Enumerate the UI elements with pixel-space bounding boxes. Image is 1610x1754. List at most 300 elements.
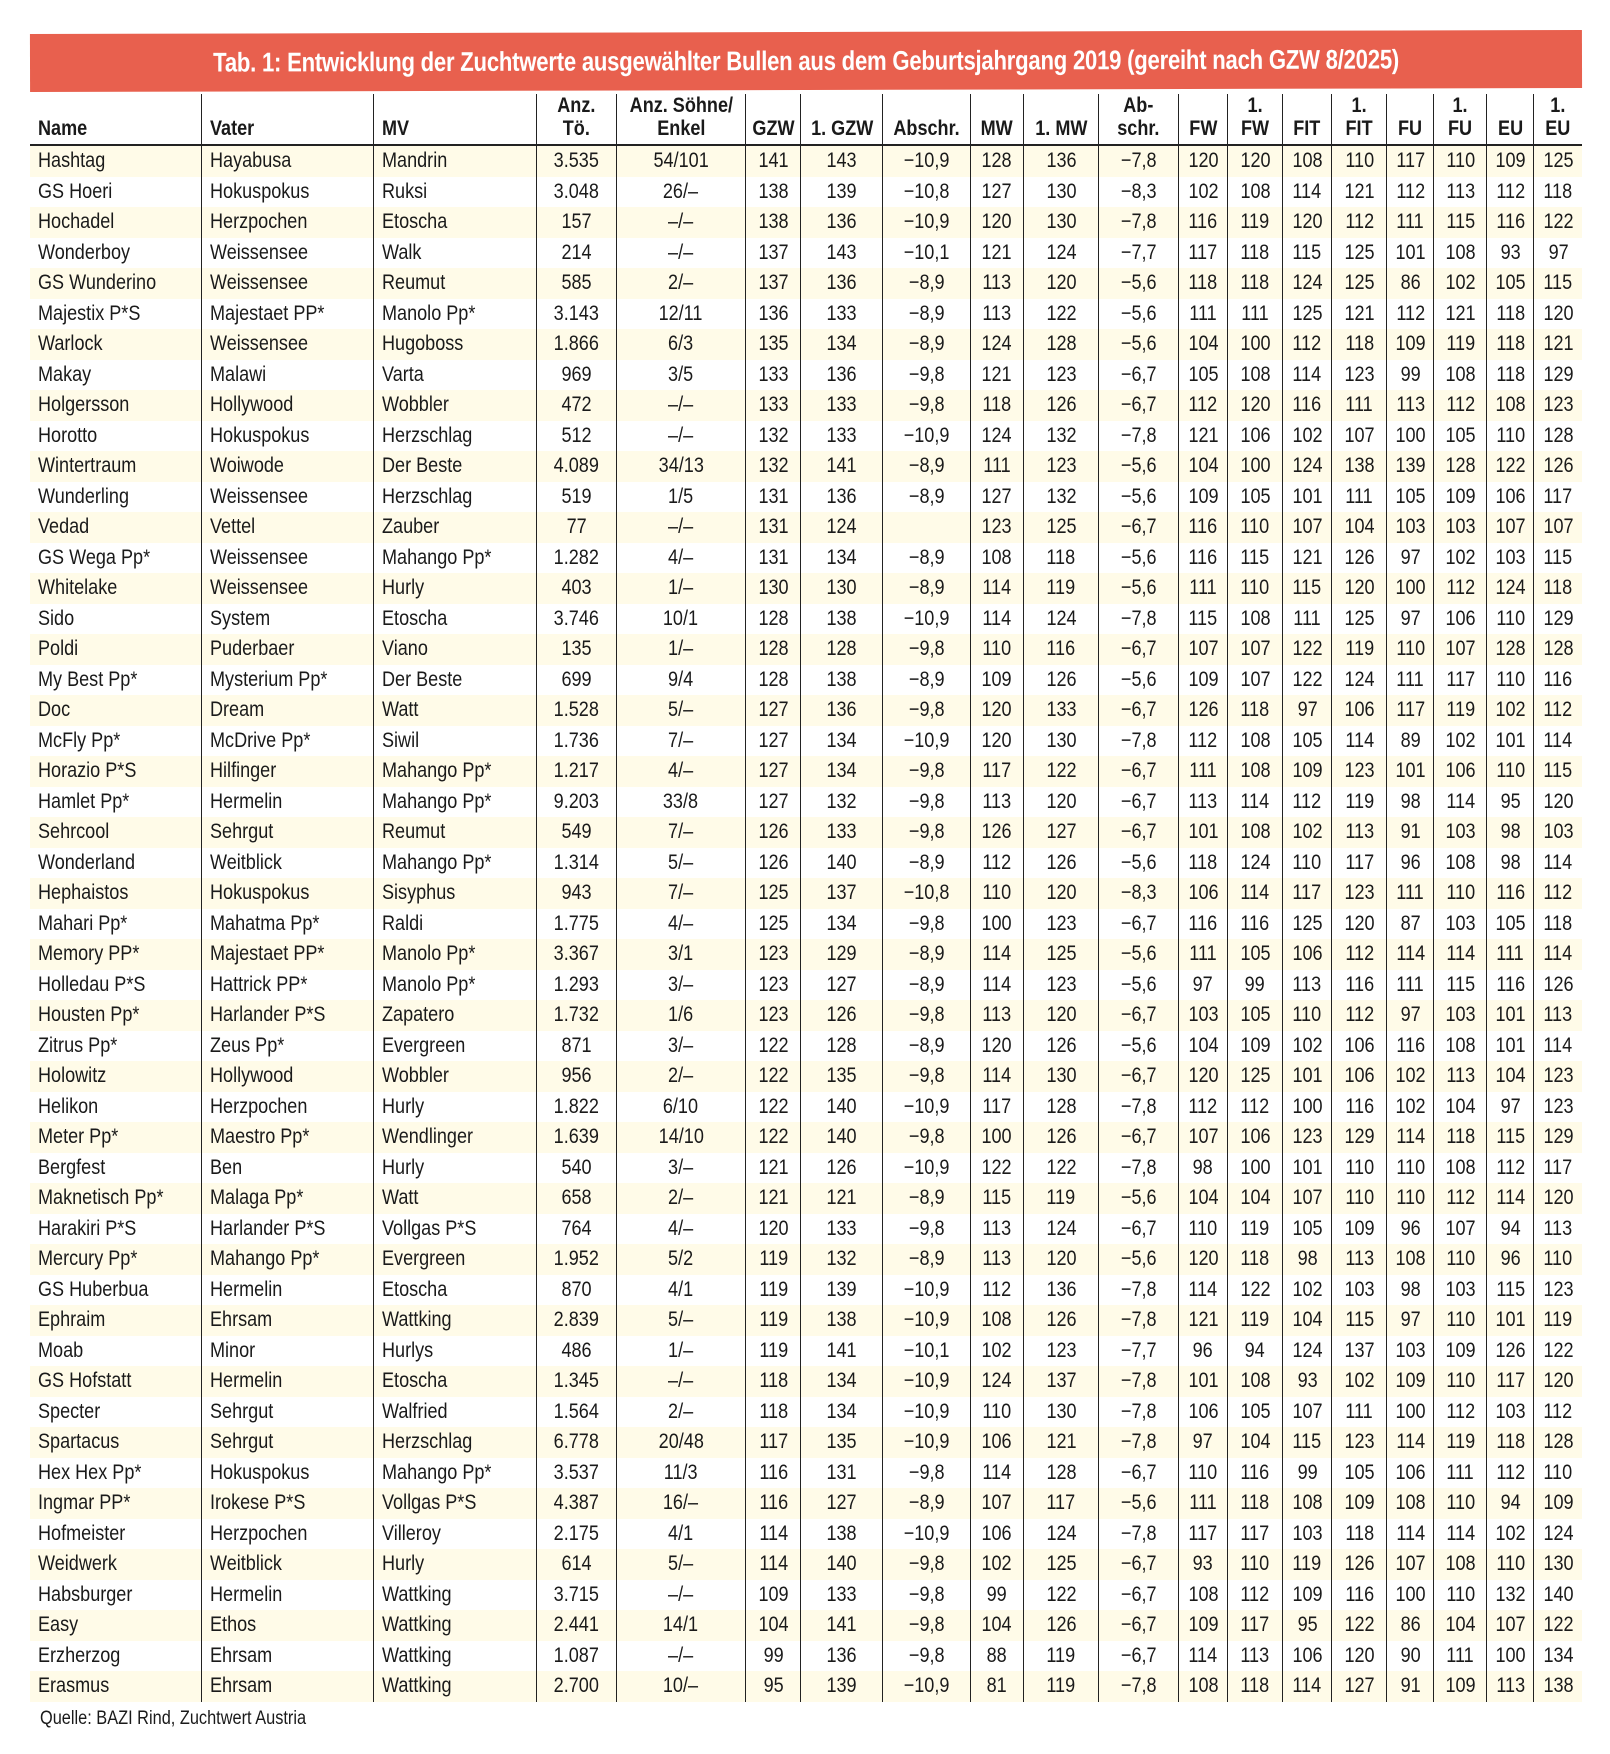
cell-value: 111 — [1446, 1460, 1475, 1484]
cell-value: 125 — [1046, 942, 1077, 966]
cell-fw1 — [1228, 145, 1283, 177]
column-header-label: MV — [381, 117, 409, 140]
cell-eu — [1487, 390, 1534, 421]
cell-soehne_enkel — [616, 909, 746, 940]
cell-value: 95 — [763, 1674, 784, 1698]
cell-fw1 — [1228, 299, 1283, 330]
cell-eu1 — [1534, 543, 1582, 574]
cell-gzw1 — [801, 390, 883, 421]
cell-value: Herzschlag — [381, 484, 472, 508]
cell-mw1 — [1023, 268, 1099, 299]
cell-value: Hofmeister — [38, 1521, 126, 1545]
cell-value: 96 — [1400, 850, 1421, 874]
cell-gzw1 — [801, 970, 883, 1001]
cell-vater — [202, 512, 374, 543]
column-header-label: 1. MW — [1035, 117, 1088, 140]
cell-abschr — [883, 604, 971, 635]
cell-abschr — [883, 1671, 971, 1702]
cell-anz_toe — [536, 451, 616, 482]
cell-mw — [970, 1580, 1023, 1611]
cell-abschr2 — [1099, 573, 1179, 604]
cell-value: −5,6 — [1120, 332, 1157, 356]
cell-fu1 — [1434, 1092, 1487, 1123]
cell-value: 86 — [1400, 1613, 1421, 1637]
cell-gzw1 — [801, 939, 883, 970]
cell-value: 130 — [758, 576, 789, 600]
cell-mw1 — [1023, 695, 1099, 726]
cell-value: 97 — [1400, 1308, 1421, 1332]
cell-abschr — [883, 1122, 971, 1153]
cell-mw — [970, 390, 1023, 421]
cell-fu — [1387, 1641, 1434, 1672]
cell-value: 143 — [826, 149, 857, 173]
cell-value: 127 — [1046, 820, 1077, 844]
cell-fit — [1283, 909, 1332, 940]
cell-fu1 — [1434, 329, 1487, 360]
cell-fw — [1179, 665, 1228, 696]
cell-value: Holledau P*S — [38, 972, 146, 996]
cell-value: Erasmus — [38, 1674, 110, 1698]
cell-mv — [373, 726, 536, 757]
cell-value: 123 — [758, 942, 789, 966]
cell-gzw — [746, 1641, 801, 1672]
cell-fw — [1179, 604, 1228, 635]
cell-abschr — [883, 1641, 971, 1672]
cell-name — [30, 665, 202, 696]
cell-fu — [1387, 1397, 1434, 1428]
cell-value: 2.700 — [553, 1674, 599, 1698]
cell-mw — [970, 787, 1023, 818]
cell-value: 122 — [1046, 301, 1077, 325]
cell-value: 122 — [1543, 1613, 1574, 1637]
cell-value: Weitblick — [210, 850, 282, 874]
cell-gzw — [746, 451, 801, 482]
cell-value: 138 — [1344, 454, 1375, 478]
cell-fw1 — [1228, 1061, 1283, 1092]
cell-fu — [1387, 726, 1434, 757]
cell-soehne_enkel — [616, 482, 746, 513]
cell-value: 118 — [1188, 271, 1218, 295]
cell-value: −9,8 — [908, 1643, 945, 1667]
cell-value: −9,8 — [908, 1460, 945, 1484]
cell-soehne_enkel — [616, 970, 746, 1001]
cell-gzw — [746, 268, 801, 299]
cell-name — [30, 207, 202, 238]
cell-value: −8,9 — [908, 667, 945, 691]
cell-abschr2 — [1099, 1458, 1179, 1489]
cell-gzw1 — [801, 573, 883, 604]
cell-fw1 — [1228, 939, 1283, 970]
cell-gzw1 — [801, 1458, 883, 1489]
cell-value: 106 — [1292, 942, 1323, 966]
cell-value: 123 — [1543, 1094, 1574, 1118]
cell-soehne_enkel — [616, 573, 746, 604]
cell-value: Majestix P*S — [38, 301, 141, 325]
cell-fit1 — [1332, 360, 1387, 391]
cell-value: 118 — [1188, 850, 1218, 874]
cell-value: 112 — [1292, 789, 1322, 813]
cell-value: 102 — [1292, 1277, 1323, 1301]
cell-value: −10,9 — [903, 1308, 950, 1332]
cell-value: 91 — [1400, 820, 1421, 844]
cell-value: 107 — [1344, 423, 1375, 447]
cell-value: 118 — [1240, 698, 1270, 722]
cell-fw — [1179, 207, 1228, 238]
cell-abschr2 — [1099, 421, 1179, 452]
cell-abschr — [883, 695, 971, 726]
cell-value: −9,8 — [908, 820, 945, 844]
cell-value: 118 — [1543, 179, 1573, 203]
cell-value: 129 — [1543, 362, 1574, 386]
cell-value: 125 — [758, 911, 789, 935]
cell-value: −5,6 — [1120, 1033, 1157, 1057]
cell-gzw — [746, 1122, 801, 1153]
cell-abschr2 — [1099, 1427, 1179, 1458]
cell-value: 131 — [826, 1460, 857, 1484]
cell-fu — [1387, 1061, 1434, 1092]
cell-value: 111 — [1396, 972, 1425, 996]
cell-value: 100 — [1395, 1399, 1426, 1423]
cell-mw — [970, 1000, 1023, 1031]
cell-mv — [373, 878, 536, 909]
cell-abschr — [883, 1031, 971, 1062]
cell-value: 113 — [982, 1003, 1012, 1027]
cell-value: –/– — [668, 423, 694, 447]
cell-value: 111 — [1189, 942, 1217, 966]
cell-value: 132 — [1046, 484, 1077, 508]
cell-fu — [1387, 1305, 1434, 1336]
cell-gzw1 — [801, 1000, 883, 1031]
cell-name — [30, 939, 202, 970]
cell-value: Ruksi — [381, 179, 427, 203]
cell-gzw — [746, 1519, 801, 1550]
cell-fw1 — [1228, 665, 1283, 696]
cell-fu — [1387, 1244, 1434, 1275]
cell-value: 86 — [1400, 271, 1421, 295]
cell-value: 95 — [1297, 1613, 1318, 1637]
cell-fit1 — [1332, 451, 1387, 482]
cell-fu — [1387, 482, 1434, 513]
cell-vater — [202, 1244, 374, 1275]
cell-value: 102 — [981, 1338, 1012, 1362]
cell-value: Moab — [38, 1338, 84, 1362]
cell-anz_toe — [536, 1183, 616, 1214]
cell-fit — [1283, 1610, 1332, 1641]
cell-value: Herzpochen — [210, 1521, 308, 1545]
cell-vater — [202, 1549, 374, 1580]
cell-value: 112 — [1495, 179, 1525, 203]
cell-fw — [1179, 1214, 1228, 1245]
cell-fit1 — [1332, 268, 1387, 299]
cell-value: 110 — [1445, 1369, 1475, 1393]
cell-value: 112 — [1445, 1186, 1475, 1210]
cell-value: 134 — [826, 1369, 857, 1393]
cell-value: −6,7 — [1120, 1613, 1157, 1637]
cell-gzw1 — [801, 1549, 883, 1580]
cell-value: −9,8 — [908, 1216, 945, 1240]
cell-eu — [1487, 909, 1534, 940]
cell-gzw — [746, 299, 801, 330]
cell-fit1 — [1332, 1092, 1387, 1123]
cell-value: 120 — [1543, 789, 1574, 813]
cell-value: 135 — [826, 1430, 857, 1454]
cell-fu — [1387, 573, 1434, 604]
cell-value: 104 — [1292, 1308, 1323, 1332]
cell-value: 112 — [1344, 210, 1374, 234]
cell-mw1 — [1023, 390, 1099, 421]
cell-abschr — [883, 787, 971, 818]
cell-gzw1 — [801, 1488, 883, 1519]
cell-soehne_enkel — [616, 1671, 746, 1702]
cell-value: Weissensee — [210, 545, 309, 569]
cell-value: 101 — [1292, 1064, 1323, 1088]
column-header-label: GZW — [752, 117, 795, 140]
cell-value: 103 — [1445, 1003, 1476, 1027]
cell-value: 119 — [1344, 637, 1374, 661]
cell-value: 140 — [1543, 1582, 1574, 1606]
cell-value: Hermelin — [210, 1277, 283, 1301]
table-row — [30, 1305, 1582, 1336]
cell-value: −9,8 — [908, 789, 945, 813]
cell-abschr — [883, 1183, 971, 1214]
cell-value: 126 — [1046, 1613, 1077, 1637]
cell-abschr — [883, 1214, 971, 1245]
cell-soehne_enkel — [616, 604, 746, 635]
cell-value: 138 — [826, 667, 857, 691]
cell-value: 133 — [826, 1216, 857, 1240]
column-header-label: 1. FU — [1448, 94, 1473, 140]
cell-value: Maknetisch Pp* — [38, 1186, 164, 1210]
cell-eu — [1487, 634, 1534, 665]
cell-value: Etoscha — [381, 1369, 447, 1393]
cell-value: Majestaet PP* — [210, 301, 325, 325]
cell-value: 118 — [1344, 1521, 1374, 1545]
cell-value: 103 — [1495, 545, 1526, 569]
cell-value: 124 — [826, 515, 857, 539]
cell-value: 114 — [982, 942, 1012, 966]
cell-anz_toe — [536, 1214, 616, 1245]
cell-value: 118 — [1240, 271, 1270, 295]
cell-eu — [1487, 1397, 1534, 1428]
cell-vater — [202, 1031, 374, 1062]
cell-mw1 — [1023, 1580, 1099, 1611]
cell-fw — [1179, 817, 1228, 848]
cell-value: Hokuspokus — [210, 1460, 310, 1484]
cell-mw — [970, 909, 1023, 940]
cell-value: Wattking — [381, 1613, 452, 1637]
cell-fit — [1283, 1458, 1332, 1489]
column-header-label: Name — [38, 117, 88, 140]
cell-gzw1 — [801, 604, 883, 635]
cell-value: 135 — [758, 332, 789, 356]
cell-mw — [970, 1244, 1023, 1275]
cell-fw — [1179, 1275, 1228, 1306]
cell-vater — [202, 1366, 374, 1397]
cell-anz_toe — [536, 1519, 616, 1550]
cell-vater — [202, 238, 374, 269]
cell-value: 120 — [1240, 393, 1271, 417]
cell-value: GS Huberbua — [38, 1277, 149, 1301]
cell-value: 126 — [1344, 1552, 1375, 1576]
cell-value: 138 — [758, 210, 789, 234]
cell-abschr2 — [1099, 1031, 1179, 1062]
cell-abschr — [883, 1610, 971, 1641]
cell-value: 102 — [1395, 1094, 1426, 1118]
cell-value: 110 — [1292, 1003, 1322, 1027]
cell-value: Wobbler — [381, 393, 449, 417]
cell-fw1 — [1228, 1397, 1283, 1428]
cell-fit — [1283, 1122, 1332, 1153]
column-header-anz_toe — [536, 94, 616, 145]
cell-value: 97 — [1193, 972, 1214, 996]
cell-abschr2 — [1099, 1641, 1179, 1672]
cell-value: 120 — [981, 1033, 1012, 1057]
cell-value: 110 — [1445, 1308, 1475, 1332]
cell-vater — [202, 848, 374, 879]
cell-name — [30, 1031, 202, 1062]
cell-value: 116 — [1495, 881, 1525, 905]
cell-gzw1 — [801, 145, 883, 177]
cell-value: 4/– — [668, 911, 694, 935]
column-header-label: 1. FW — [1241, 94, 1270, 140]
cell-fit1 — [1332, 573, 1387, 604]
cell-value: 117 — [1240, 1521, 1270, 1545]
cell-value: 123 — [1046, 362, 1077, 386]
cell-mw1 — [1023, 756, 1099, 787]
cell-fw — [1179, 451, 1228, 482]
cell-abschr2 — [1099, 1122, 1179, 1153]
cell-fit1 — [1332, 1366, 1387, 1397]
cell-value: 108 — [1445, 362, 1476, 386]
column-header-label: 1. FIT — [1345, 94, 1373, 140]
cell-fit — [1283, 970, 1332, 1001]
cell-mw1 — [1023, 177, 1099, 208]
cell-value: Makay — [38, 362, 92, 386]
cell-fit1 — [1332, 604, 1387, 635]
cell-mw1 — [1023, 207, 1099, 238]
cell-eu1 — [1534, 1305, 1582, 1336]
cell-value: 132 — [758, 423, 789, 447]
cell-value: 115 — [1543, 545, 1573, 569]
cell-mw1 — [1023, 1671, 1099, 1702]
cell-value: Mahango Pp* — [381, 789, 492, 813]
cell-eu — [1487, 970, 1534, 1001]
cell-value: Hochadel — [38, 210, 115, 234]
cell-value: 124 — [981, 423, 1012, 447]
cell-eu1 — [1534, 1214, 1582, 1245]
cell-fw1 — [1228, 512, 1283, 543]
cell-fw — [1179, 756, 1228, 787]
cell-value: −6,7 — [1120, 1003, 1157, 1027]
cell-abschr2 — [1099, 726, 1179, 757]
cell-eu1 — [1534, 390, 1582, 421]
cell-value: 110 — [1495, 423, 1525, 447]
cell-mv — [373, 1183, 536, 1214]
cell-name — [30, 299, 202, 330]
cell-value: 121 — [1292, 545, 1323, 569]
cell-value: 109 — [981, 667, 1012, 691]
cell-value: 125 — [1046, 1552, 1077, 1576]
cell-value: 125 — [1344, 271, 1375, 295]
cell-value: Hex Hex Pp* — [38, 1460, 142, 1484]
cell-mw — [970, 1153, 1023, 1184]
cell-mw1 — [1023, 939, 1099, 970]
cell-value: 101 — [1395, 759, 1426, 783]
cell-fw — [1179, 1641, 1228, 1672]
cell-mv — [373, 573, 536, 604]
cell-value: Irokese P*S — [210, 1491, 306, 1515]
cell-value: Ingmar PP* — [38, 1491, 131, 1515]
cell-value: Wunderling — [38, 484, 130, 508]
cell-gzw1 — [801, 1580, 883, 1611]
cell-abschr2 — [1099, 451, 1179, 482]
cell-value: 123 — [1344, 362, 1375, 386]
cell-vater — [202, 1305, 374, 1336]
cell-soehne_enkel — [616, 1061, 746, 1092]
cell-value: −10,9 — [903, 1094, 950, 1118]
cell-vater — [202, 909, 374, 940]
cell-fit — [1283, 878, 1332, 909]
cell-value: 133 — [758, 393, 789, 417]
cell-gzw — [746, 1549, 801, 1580]
cell-soehne_enkel — [616, 360, 746, 391]
cell-gzw — [746, 1427, 801, 1458]
cell-mw — [970, 1671, 1023, 1702]
cell-fit — [1283, 1366, 1332, 1397]
cell-value: 120 — [1543, 1369, 1574, 1393]
cell-value: GS Hofstatt — [38, 1369, 132, 1393]
cell-fw — [1179, 1092, 1228, 1123]
cell-value: −5,6 — [1120, 576, 1157, 600]
cell-value: 109 — [1292, 759, 1323, 783]
cell-value: 2/– — [668, 1186, 694, 1210]
cell-value: −6,7 — [1120, 1643, 1157, 1667]
cell-fw — [1179, 145, 1228, 177]
cell-anz_toe — [536, 1244, 616, 1275]
cell-fit — [1283, 1427, 1332, 1458]
cell-fu — [1387, 1610, 1434, 1641]
cell-fit1 — [1332, 1305, 1387, 1336]
cell-value: 100 — [1292, 1094, 1323, 1118]
cell-fu1 — [1434, 939, 1487, 970]
cell-value: 3/5 — [668, 362, 694, 386]
cell-abschr — [883, 1397, 971, 1428]
cell-eu — [1487, 573, 1534, 604]
cell-fw — [1179, 1336, 1228, 1367]
cell-value: 110 — [1543, 1247, 1573, 1271]
cell-value: −8,9 — [908, 942, 945, 966]
cell-mw1 — [1023, 909, 1099, 940]
cell-fw — [1179, 1122, 1228, 1153]
cell-abschr2 — [1099, 482, 1179, 513]
cell-value: 124 — [1046, 606, 1077, 630]
table-row — [30, 1641, 1582, 1672]
cell-value: −9,8 — [908, 393, 945, 417]
cell-value: 127 — [758, 698, 789, 722]
cell-eu — [1487, 299, 1534, 330]
cell-value: 116 — [1543, 667, 1573, 691]
cell-value: 1.217 — [553, 759, 599, 783]
cell-fw — [1179, 970, 1228, 1001]
cell-value: Harakiri P*S — [38, 1216, 137, 1240]
cell-value: 126 — [758, 850, 789, 874]
cell-mw1 — [1023, 329, 1099, 360]
cell-value: 130 — [826, 576, 857, 600]
cell-value: Zapatero — [381, 1003, 454, 1027]
cell-value: 115 — [1445, 210, 1475, 234]
column-header-label: EU — [1497, 117, 1523, 140]
table-row — [30, 1244, 1582, 1275]
